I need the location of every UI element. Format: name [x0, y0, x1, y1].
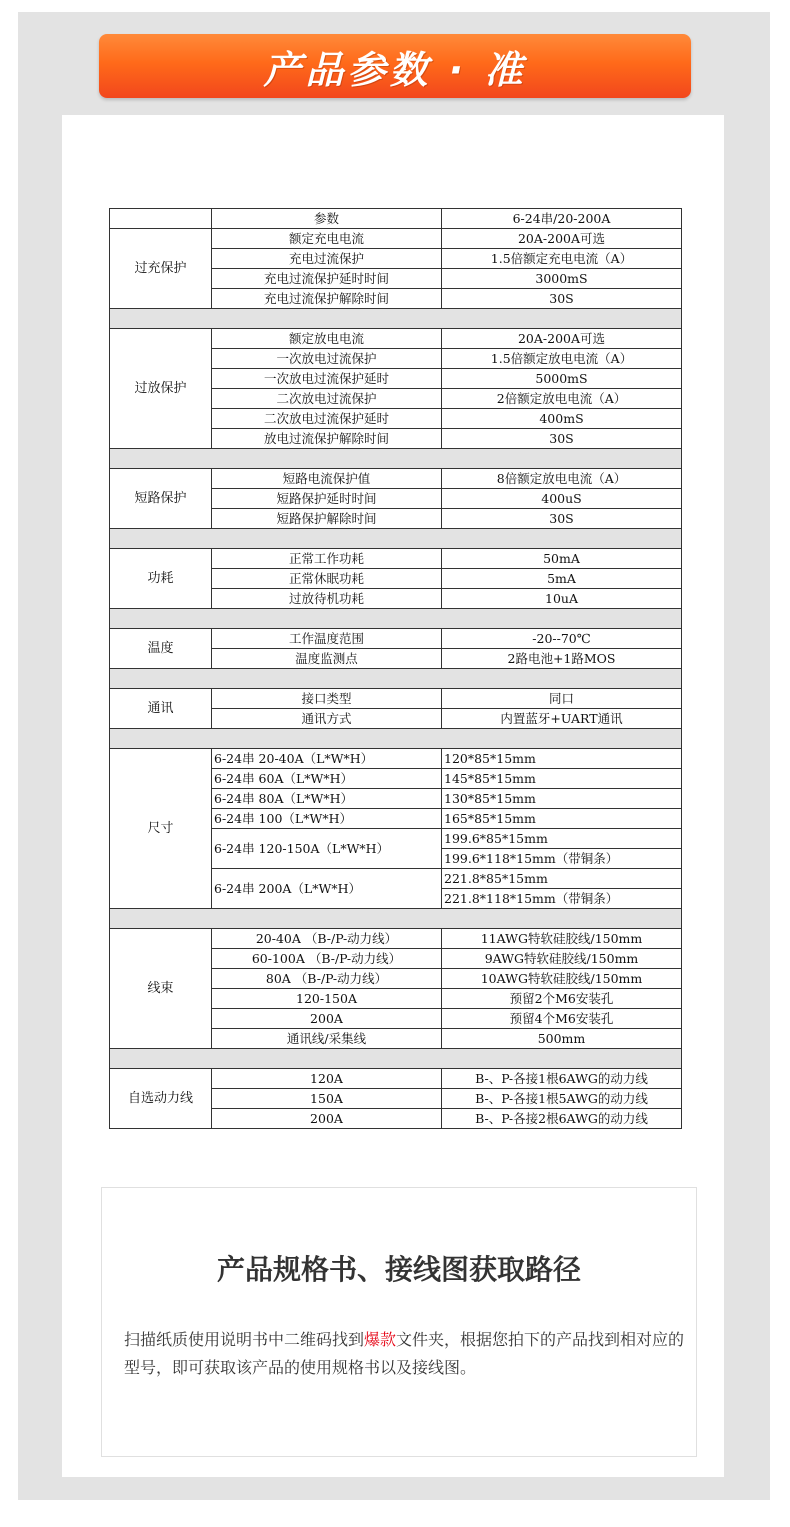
- param-cell: 放电过流保护解除时间: [212, 429, 442, 449]
- value-cell: 5mA: [442, 569, 682, 589]
- value-cell: 221.8*85*15mm: [442, 869, 682, 889]
- header-param-cell: 参数: [212, 209, 442, 229]
- param-cell: 一次放电过流保护延时: [212, 369, 442, 389]
- banner: [99, 34, 691, 98]
- param-cell: 6-24串 80A（L*W*H）: [212, 789, 442, 809]
- value-cell: 145*85*15mm: [442, 769, 682, 789]
- param-cell: 短路电流保护值: [212, 469, 442, 489]
- guide-card: [101, 1187, 697, 1457]
- spec-table: [109, 208, 682, 1129]
- section-label-cell: 温度: [110, 629, 212, 669]
- value-cell: 同口: [442, 689, 682, 709]
- param-cell: 6-24串 200A（L*W*H）: [212, 869, 442, 909]
- param-cell: 120A: [212, 1069, 442, 1089]
- spec-table-body: [110, 209, 682, 1129]
- separator-cell: [110, 609, 682, 629]
- value-cell: 9AWG特软硅胶线/150mm: [442, 949, 682, 969]
- param-cell: 通讯方式: [212, 709, 442, 729]
- value-cell: 内置蓝牙+UART通讯: [442, 709, 682, 729]
- param-cell: 额定充电电流: [212, 229, 442, 249]
- value-cell: 50mA: [442, 549, 682, 569]
- section-label-cell: 过充保护: [110, 229, 212, 309]
- value-cell: 8倍额定放电电流（A）: [442, 469, 682, 489]
- table-row: [110, 1069, 682, 1089]
- param-cell: 过放待机功耗: [212, 589, 442, 609]
- value-cell: 30S: [442, 289, 682, 309]
- param-cell: 额定放电电流: [212, 329, 442, 349]
- separator-cell: [110, 449, 682, 469]
- value-cell: 500mm: [442, 1029, 682, 1049]
- param-cell: 150A: [212, 1089, 442, 1109]
- section-label-cell: 自选动力线: [110, 1069, 212, 1129]
- value-cell: 400uS: [442, 489, 682, 509]
- value-cell: 预留4个M6安装孔: [442, 1009, 682, 1029]
- value-cell: 3000mS: [442, 269, 682, 289]
- value-cell: B-、P-各接2根6AWG的动力线: [442, 1109, 682, 1129]
- table-separator-row: [110, 729, 682, 749]
- guide-title: 产品规格书、接线图获取路径: [216, 1253, 581, 1286]
- table-separator-row: [110, 909, 682, 929]
- param-cell: 正常休眠功耗: [212, 569, 442, 589]
- value-cell: 10AWG特软硅胶线/150mm: [442, 969, 682, 989]
- param-cell: 温度监测点: [212, 649, 442, 669]
- param-cell: 通讯线/采集线: [212, 1029, 442, 1049]
- value-cell: 30S: [442, 509, 682, 529]
- value-cell: 20A-200A可选: [442, 229, 682, 249]
- section-label-cell: 过放保护: [110, 329, 212, 449]
- value-cell: 199.6*118*15mm（带铜条）: [442, 849, 682, 869]
- table-row: [110, 689, 682, 709]
- param-cell: 200A: [212, 1109, 442, 1129]
- param-cell: 接口类型: [212, 689, 442, 709]
- section-label-cell: 线束: [110, 929, 212, 1049]
- param-cell: 6-24串 60A（L*W*H）: [212, 769, 442, 789]
- param-cell: 6-24串 100（L*W*H）: [212, 809, 442, 829]
- value-cell: 1.5倍额定充电电流（A）: [442, 249, 682, 269]
- table-separator-row: [110, 609, 682, 629]
- section-label-cell: 功耗: [110, 549, 212, 609]
- table-row: [110, 929, 682, 949]
- value-cell: 10uA: [442, 589, 682, 609]
- separator-cell: [110, 669, 682, 689]
- value-cell: 预留2个M6安装孔: [442, 989, 682, 1009]
- table-separator-row: [110, 529, 682, 549]
- value-cell: 11AWG特软硅胶线/150mm: [442, 929, 682, 949]
- value-cell: 2倍额定放电电流（A）: [442, 389, 682, 409]
- param-cell: 短路保护解除时间: [212, 509, 442, 529]
- param-cell: 充电过流保护解除时间: [212, 289, 442, 309]
- value-cell: B-、P-各接1根5AWG的动力线: [442, 1089, 682, 1109]
- param-cell: 工作温度范围: [212, 629, 442, 649]
- section-label-cell: 短路保护: [110, 469, 212, 529]
- table-row: [110, 229, 682, 249]
- table-row: [110, 749, 682, 769]
- header-value-cell: 6-24串/20-200A: [442, 209, 682, 229]
- value-cell: 2路电池+1路MOS: [442, 649, 682, 669]
- table-row: [110, 469, 682, 489]
- value-cell: 1.5倍额定放电电流（A）: [442, 349, 682, 369]
- value-cell: -20--70℃: [442, 629, 682, 649]
- param-cell: 充电过流保护: [212, 249, 442, 269]
- value-cell: 165*85*15mm: [442, 809, 682, 829]
- value-cell: 400mS: [442, 409, 682, 429]
- param-cell: 一次放电过流保护: [212, 349, 442, 369]
- table-separator-row: [110, 449, 682, 469]
- table-row: [110, 329, 682, 349]
- value-cell: 130*85*15mm: [442, 789, 682, 809]
- table-row: [110, 629, 682, 649]
- section-label-cell: 通讯: [110, 689, 212, 729]
- value-cell: 199.6*85*15mm: [442, 829, 682, 849]
- separator-cell: [110, 909, 682, 929]
- value-cell: 20A-200A可选: [442, 329, 682, 349]
- table-separator-row: [110, 669, 682, 689]
- param-cell: 120-150A: [212, 989, 442, 1009]
- separator-cell: [110, 309, 682, 329]
- param-cell: 6-24串 20-40A（L*W*H）: [212, 749, 442, 769]
- param-cell: 二次放电过流保护: [212, 389, 442, 409]
- param-cell: 短路保护延时时间: [212, 489, 442, 509]
- param-cell: 充电过流保护延时时间: [212, 269, 442, 289]
- value-cell: B-、P-各接1根6AWG的动力线: [442, 1069, 682, 1089]
- separator-cell: [110, 529, 682, 549]
- param-cell: 二次放电过流保护延时: [212, 409, 442, 429]
- param-cell: 60-100A （B-/P-动力线）: [212, 949, 442, 969]
- param-cell: 20-40A （B-/P-动力线）: [212, 929, 442, 949]
- param-cell: 正常工作功耗: [212, 549, 442, 569]
- value-cell: 5000mS: [442, 369, 682, 389]
- param-cell: 200A: [212, 1009, 442, 1029]
- value-cell: 30S: [442, 429, 682, 449]
- guide-highlight: 爆款: [364, 1330, 397, 1349]
- section-label-cell: 尺寸: [110, 749, 212, 909]
- table-header-row: [110, 209, 682, 229]
- guide-text-after: 文件夹，根据您拍下的产品找到相对应的型号，即可获取该产品的使用规格书以及接线图。: [124, 1330, 685, 1377]
- param-cell: 80A （B-/P-动力线）: [212, 969, 442, 989]
- guide-text-before: 扫描纸质使用说明书中二维码找到: [124, 1330, 365, 1349]
- table-separator-row: [110, 309, 682, 329]
- separator-cell: [110, 729, 682, 749]
- separator-cell: [110, 1049, 682, 1069]
- param-cell: 6-24串 120-150A（L*W*H）: [212, 829, 442, 869]
- table-row: [110, 549, 682, 569]
- value-cell: 221.8*118*15mm（带铜条）: [442, 889, 682, 909]
- table-corner-cell: [110, 209, 212, 229]
- table-separator-row: [110, 1049, 682, 1069]
- value-cell: 120*85*15mm: [442, 749, 682, 769]
- guide-text: [124, 1326, 692, 1382]
- banner-title: 产品参数 · 准: [263, 47, 527, 92]
